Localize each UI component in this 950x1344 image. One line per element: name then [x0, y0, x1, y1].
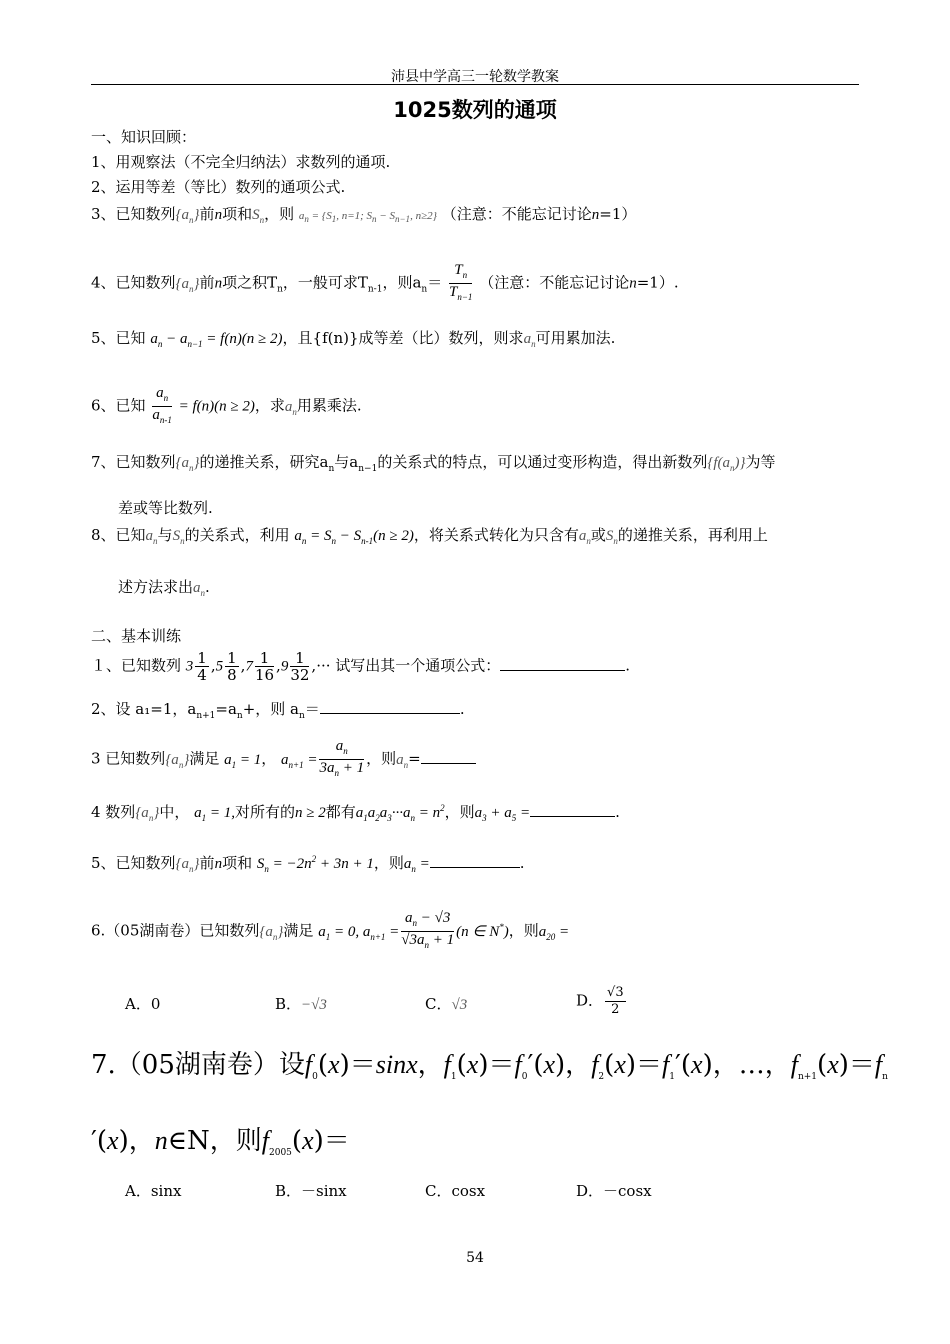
item-8-line2: 述方法求出$a_n$. [118, 578, 210, 598]
question-5: 5、已知数列$\{a_n\}$前n项和 $S_n = -2n^2 + 3n + 1$，则$a_n$ = . [91, 854, 525, 874]
q6-option-d: D． $\frac{√3}{2}$ [576, 985, 624, 1017]
item-4: 4、已知数列$\{a_n\}$前n项之积$T_n$，一般可求$T_{n-1}$，则$a_n=$ $\frac{T_n}{T_{n-1}}$ （注意：不能忘记讨论n=1）. [91, 262, 679, 302]
question-3: 3 已知数列$\{a_n\}$满足 $a_1 = 1$， $a_{n+1}$ = $\frac{a_n}{3a_n + 1}$ ，则$a_n=$ [91, 738, 476, 781]
q7-option-d: D．－cosx [576, 1182, 652, 1200]
question-2: 2、设 a₁=1，$a_{n+1}=a_n+$，则 $a_n=$ . [91, 700, 465, 721]
q6-option-c: C．√3 [425, 995, 468, 1013]
question-1: １、已知数列 3 $\frac{1}{4}$ ,5 $\frac{1}{8}$ ,7 $\frac{1}{16}$ ,9 $\frac{1}{32}$ ,··· 试写出其一个通项公式： . [91, 649, 631, 684]
question-7: 7.（05湖南卷）设$f_0(x)=\sin x$，$f_1(x)=f_0'(x)$，$f_2(x)=f_1'(x)$，…，$f_{n+1}(x)=f_n$ [91, 1050, 888, 1083]
section2-heading: 二、基本训练 [91, 627, 182, 645]
q7-option-c: C．cosx [425, 1182, 486, 1200]
question-4: 4 数列$\{a_n\}$中， $a_1 = 1$,对所有的n ≥ 2都有$a_1a_2a_3\cdot\cdot\cdot a_n = n^2$，则$a_3 + a_5$ = . [91, 803, 620, 823]
item-5: 5、已知 $a_n - a_{n-1} = f(n)(n \ge 2)$，且{f(n)}成等差（比）数列，则求$a_n$可用累加法. [91, 329, 616, 349]
item-6: 6、已知 $\frac{a_n}{a_{n-1}}$ = f(n)(n ≥ 2)，求$a_n$用累乘法. [91, 385, 362, 425]
q7-option-b: B．－sinx [275, 1182, 347, 1200]
item-8: 8、已知$a_n$与$S_n$的关系式，利用 $a_n = S_n - S_{n-1}(n \ge 2)$，将关系式转化为只含有$a_n$或$S_n$的递推关系，再利用上 [91, 526, 768, 546]
header-rule [91, 84, 859, 85]
item-7-line2: 差或等比数列. [118, 499, 213, 517]
item-7: 7、已知数列$\{a_n\}$的递推关系，研究$a_n$与$a_{n-1}$的关系式的特点，可以通过变形构造，得出新数列$\{f(a_n)\}$为等 [91, 453, 776, 474]
question-6: 6.（05湖南卷）已知数列$\{a_n\}$满足 $a_1 = 0$, $a_{n+1}$ = $\frac{a_n - √3}{√3a_n + 1}$ (n ∈ N*)，则$a_{20}$ = [91, 910, 570, 950]
page-header: 沛县中学高三一轮数学教案 [391, 69, 559, 85]
q7-option-a: A．sinx [125, 1182, 182, 1200]
q6-option-a: A．0 [125, 995, 161, 1013]
question-7-line2: ′(x)，n∈N，则$f_{2005}(x)=$ [91, 1126, 350, 1159]
page-title: 1025数列的通项 [393, 98, 557, 122]
item-3: 3、已知数列$\{a_n\}$前n项和$S_n$，则 $a_n = \{S_1$, n=1; $S_n - S_{n-1}$, n≥2} （注意：不能忘记讨论n=1） [91, 205, 637, 225]
section1-heading: 一、知识回顾： [91, 128, 197, 146]
item-1: 1、用观察法（不完全归纳法）求数列的通项. [91, 153, 391, 171]
item-2: 2、运用等差（等比）数列的通项公式. [91, 178, 346, 196]
q6-option-b: B．−√3 [275, 995, 327, 1013]
page-number: 54 [466, 1250, 484, 1266]
